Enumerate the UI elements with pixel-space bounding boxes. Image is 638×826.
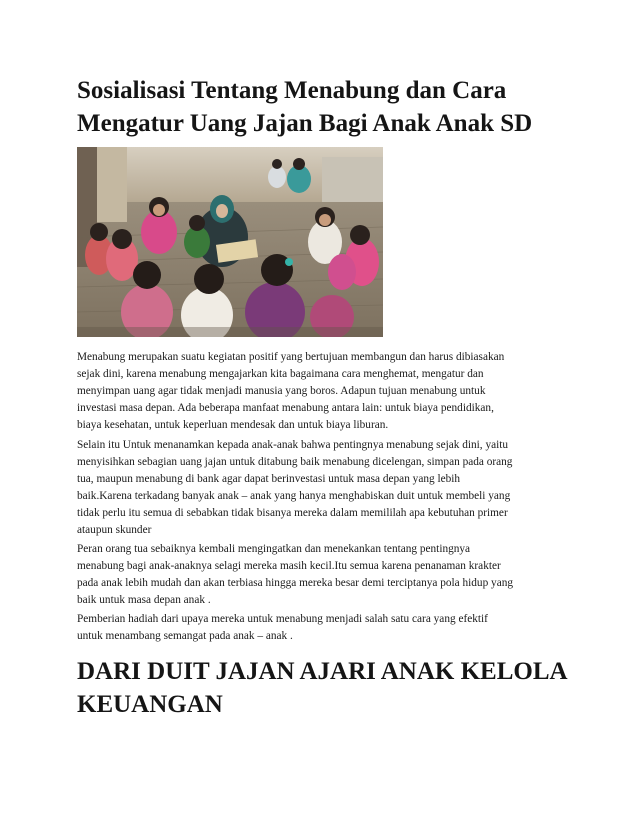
- text-line: menabung bagi anak-anaknya selagi mereka masih kecil.Itu semua karena penanaman krakter: [77, 560, 501, 572]
- text-line: ataupun skunder: [77, 524, 152, 536]
- text-line: menyisihkan sebagian uang jajan untuk ditabung baik menabung dicelengan, simpan pada orang: [77, 456, 513, 468]
- paragraph-peran-orang-tua: [77, 541, 567, 609]
- text-line: baik untuk masa depan anak .: [77, 594, 211, 606]
- text-line: investasi masa depan. Ada beberapa manfaat menabung antara lain: untuk biaya pendidikan,: [77, 402, 494, 414]
- text-line: tua, maupun menabung di bank agar dapat berinvestasi untuk masa depan yang lebih: [77, 473, 461, 485]
- heading-line-1: DARI DUIT JAJAN AJARI ANAK KELOLA: [77, 658, 568, 685]
- text-line: untuk menambang semangat pada anak – anak .: [77, 630, 293, 642]
- text-line: menyimpan uang agar tidak menjadi manusia yang boros. Adapun tujuan menabung untuk: [77, 385, 486, 397]
- text-line: sejak dini, karena menabung mengajarkan kita bagaimana cara menghemat, mengatur dan: [77, 368, 484, 380]
- text-line: Menabung merupakan suatu kegiatan positif yang bertujuan membangun dan harus dibiasakan: [77, 351, 505, 363]
- title-line-1: Sosialisasi Tentang Menabung dan Cara: [77, 77, 507, 104]
- text-line: baik.Karena terkadang banyak anak – anak yang hanya menghabiskan duit untuk membeli yang: [77, 490, 511, 502]
- text-line: Pemberian hadiah dari upaya mereka untuk menabung menjadi salah satu cara yang efektif: [77, 613, 488, 625]
- text-line: Selain itu Untuk menanamkan kepada anak-anak bahwa pentingnya menabung sejak dini, yaitu: [77, 439, 509, 451]
- heading-line-2: KEUANGAN: [77, 691, 223, 718]
- text-line: tidak perlu itu semua di sebabkan tidak bisanya mereka dalam memililah apa kebutuhan primer: [77, 507, 508, 519]
- paragraph-menanamkan: [77, 437, 567, 539]
- title-line-2: Mengatur Uang Jajan Bagi Anak Anak SD: [77, 110, 533, 137]
- section-heading: [77, 655, 577, 721]
- document-title: [77, 74, 577, 140]
- text-line: Peran orang tua sebaiknya kembali mengingatkan dan menekankan tentang pentingnya: [77, 543, 471, 555]
- paragraph-pemberian-hadiah: [77, 611, 567, 645]
- text-line: pada anak lebih mudah dan akan terbiasa hingga mereka besar demi terciptanya pola hidup yang: [77, 577, 514, 589]
- paragraph-menabung-definition: [77, 349, 567, 434]
- photo-illustration: [77, 147, 383, 337]
- text-line: biaya kesehatan, untuk keperluan mendesak dan untuk biaya liburan.: [77, 419, 389, 431]
- photo-children-sitting-circle: [77, 147, 383, 337]
